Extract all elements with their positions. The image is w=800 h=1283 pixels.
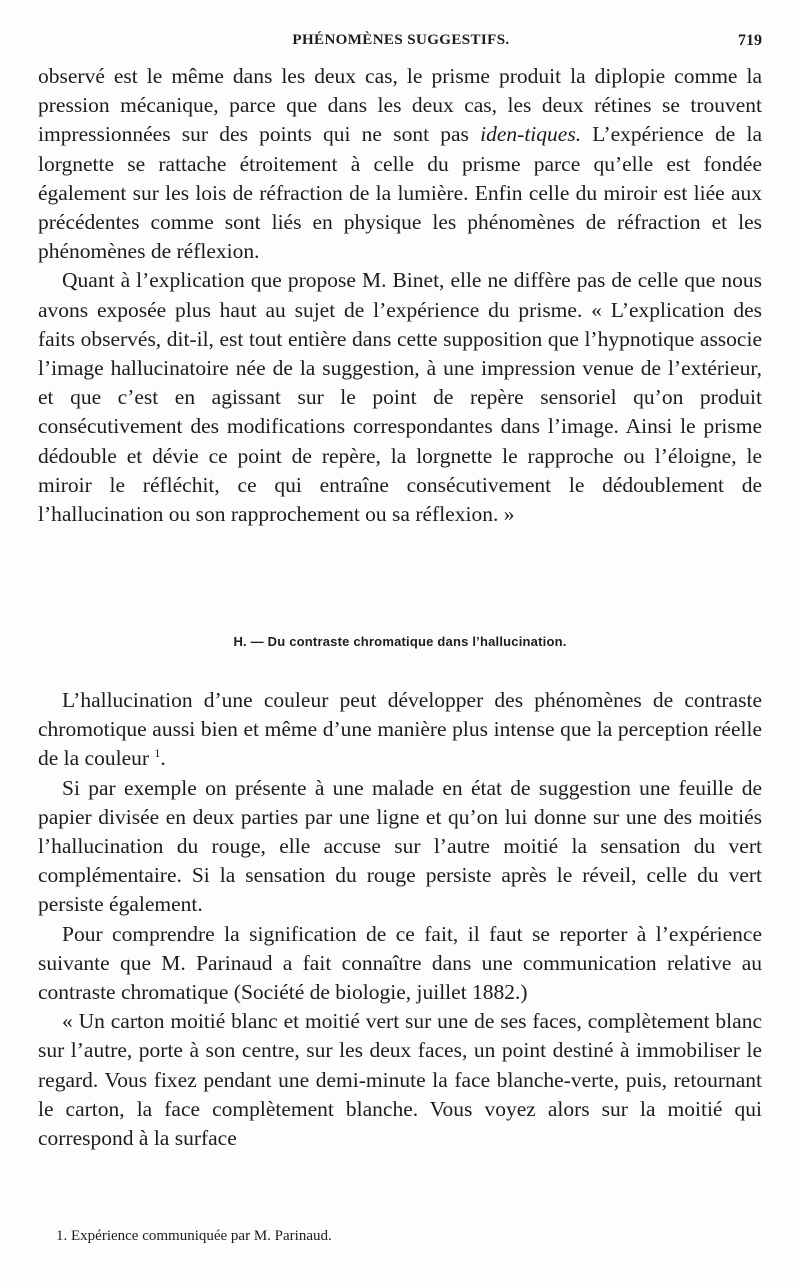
text-block-top	[38, 62, 762, 529]
text-run: L’hallucination d’une couleur peut développer des phénomènes de contraste chromotique aussi bien et même d’une manière plus intense que la perception réelle de la couleur	[38, 688, 762, 771]
text-line: observé est le même dans les deux cas, le prisme produit la diplopie	[38, 64, 666, 88]
footnote: 1. Expérience communiquée par M. Parinaud.	[56, 1228, 332, 1244]
text-run: .	[160, 746, 166, 771]
paragraph: Pour comprendre la signification de ce fait, il faut se reporter à l’expérience suivante que M. Parinaud a fait connaître dans une communication relative au contraste chromatique (Société de biologie, juillet 1882.)	[38, 921, 762, 1005]
paragraph: « Un carton moitié blanc et moitié vert sur une de ses faces, complètement blanc sur l’autre, porte à son centre, sur les deux faces, un point destiné à immobiliser le regard. Vous fixez pendant une demi-minute la face blanche-verte, puis, retournant le carton, la face complètement blanche. Vous voyez alors sur la moitié qui correspond à la surface	[38, 1009, 762, 1151]
text-line: comme la pression mécanique, parce que dans les deux cas, les deux	[38, 64, 762, 118]
paragraph: Quant à l’explication que propose M. Binet, elle ne diffère pas de celle que nous avons exposée plus haut au sujet de l’expérience du prisme. « L’explication des faits observés, dit-il, est tout entière dans cette supposition que l’hypnotique associe l’image hallucinatoire née de la suggestion, à une impression venue de l’extérieur, et que c’est en agissant sur le point de repère sensoriel qu’on produit consécutivement des modifications correspondantes dans l’image. Ainsi le prisme dédouble et dévie ce point de repère, la lorgnette le rapproche ou l’éloigne, le miroir le réfléchit, ce qui entraîne consécutivement le dédoublement de l’hallucination ou son rapprochement ou sa réflexion. »	[38, 268, 762, 527]
paragraph	[38, 686, 762, 774]
text-line: rétines se trouvent impressionnées sur des points qui ne sont pas	[38, 93, 762, 147]
page-number: 719	[738, 32, 762, 49]
paragraph: Si par exemple on présente à une malade en état de suggestion une feuille de papier divisée en deux parties par une ligne et qu’on lui donne sur une des moitiés l’hallucination du rouge, elle accuse sur l’autre moitié la sensation du vert complémentaire. Si la sensation du rouge persiste après le réveil, celle du vert persiste également.	[38, 775, 762, 917]
page-header	[40, 30, 762, 56]
text-run: L’expérience de la lorgnette se rattache étroitement à celle du prisme parce qu’elle est fondée également sur les lois de réfraction de la lumière. Enfin celle du miroir est liée aux précédentes comme sont liés en physique les phénomènes de réfraction et les phénomènes de réflexion.	[38, 122, 762, 264]
running-title: PHÉNOMÈNES SUGGESTIFS.	[292, 32, 510, 48]
footnote-marker: 1	[154, 746, 161, 761]
italic-term: iden-tiques.	[480, 122, 582, 147]
paragraph	[38, 62, 762, 266]
section-heading: H. — Du contraste chromatique dans l’hallucination.	[233, 634, 567, 649]
text-block-bottom	[38, 686, 762, 1153]
